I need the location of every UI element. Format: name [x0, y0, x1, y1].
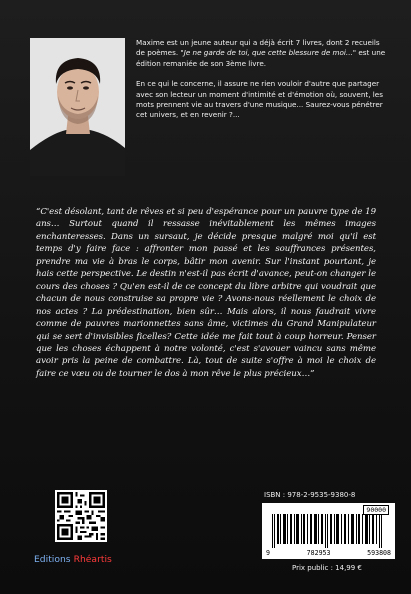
publisher-name [34, 554, 144, 565]
author-photo [30, 38, 125, 176]
intro-paragraph-2: En ce qui le concerne, il assure ne rien vouloir d'autre que partager avec son lecteur un moment d'intimité et d'émotion où, souvent, les mots prennent vie au travers d'une musique... Saurez-vous pénétrer cet univers, et en revenir ?... [136, 79, 383, 120]
public-price: Prix public : 14,99 € [292, 564, 362, 572]
author-intro [136, 38, 390, 131]
isbn-label: ISBN : 978-2-9535-9380-8 [264, 491, 356, 499]
book-title-quote: "Je ne garde de toi, que cette blessure de moi..." [180, 48, 357, 58]
barcode-digits: 9 782953 593808 [266, 549, 391, 557]
intro-paragraph-1: Maxime est un jeune auteur qui a déjà écrit 7 livres, dont 2 recueils de poèmes. "Je ne garde de toi, que cette blessure de moi..." est une édition remaniée de son 3ème livre. [136, 38, 386, 68]
barcode-bars [268, 514, 389, 548]
publisher-name-part-1: Editions [34, 554, 71, 565]
book-excerpt: “C'est désolant, tant de rêves et si peu d'espérance pour un pauvre type de 19 ans… Surtout quand il ressasse inévitablement les mêmes images enchanteresses. Dans un sursaut, je décide presque malgré moi qu'il est temps d'y faire face : affronter mon passé et les souffrances présentes, prendre ma vie à bras le corps, bâtir mon avenir. Sur l'instant pourtant, je hais cette perspective. Le destin n'est-il pas écrit d'avance, peut-on changer le cours des choses ? Qu'en est-il de ce concept du libre arbitre qui voudrait que chacun de nous construise sa propre vie ? Avons-nous réellement le choix de nos actes ? La prédestination, bien sûr… Mais alors, il nous faudrait vivre comme de pauvres marionnettes sans âme, victimes du Grand Manipulateur qui se sert d'invisibles ficelles? Cette idée me fait tout à coup horreur. Penser que les choses échappent à notre volonté, c'est s'avouer vaincu sans même avoir pris la peine de combattre. Là, tout de suite s'offre à moi le choix de faire ce vœu ou de tourner le dos à mon rêve le plus précieux…” [36, 207, 376, 379]
barcode [262, 503, 395, 559]
barcode-price-code: 90000 [363, 505, 389, 515]
qr-code [55, 490, 107, 542]
publisher-name-part-2: Rhéartis [73, 554, 112, 565]
